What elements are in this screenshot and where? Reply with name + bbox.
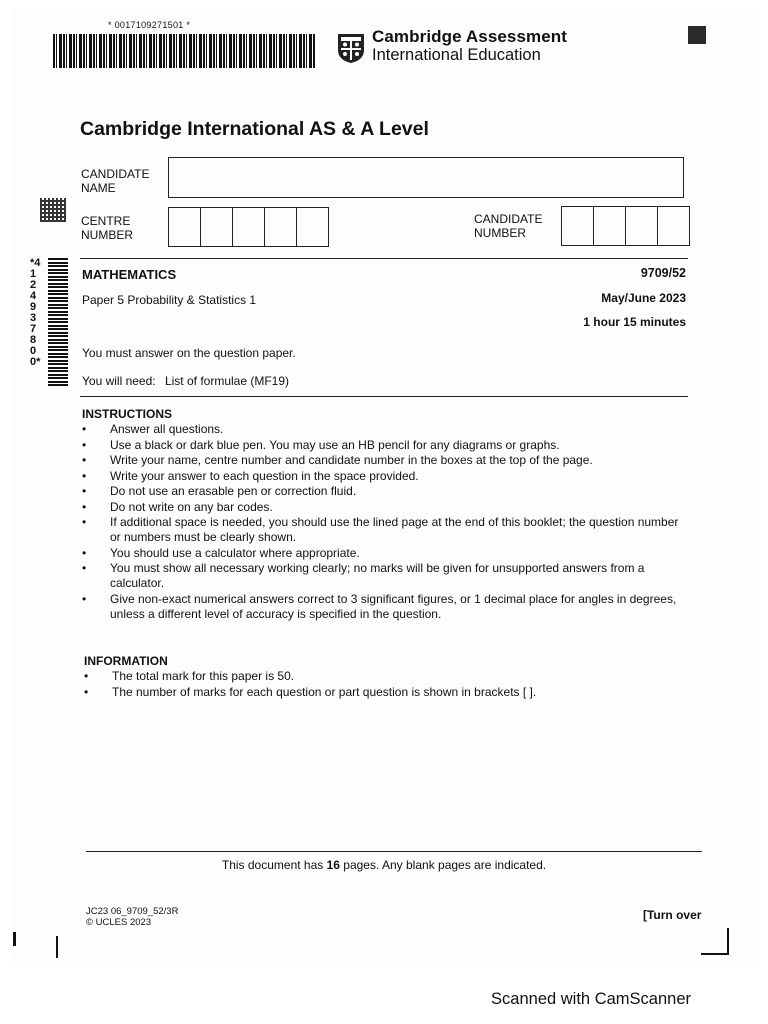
syllabus-code: 9709/52 <box>640 266 686 280</box>
qr-code <box>40 198 66 222</box>
instructions-list <box>80 422 684 622</box>
required-materials <box>82 374 295 388</box>
list-item: • Write your name, centre number and candidate number in the boxes at the top of the page. <box>80 453 684 468</box>
list-item: • You must show all necessary working clearly; no marks will be given for unsupported answers from a calculator. <box>80 561 684 591</box>
page-count-pre: This document has <box>221 858 327 872</box>
digit-box[interactable] <box>201 208 233 246</box>
org-name-line2: International Education <box>372 46 541 64</box>
list-item: • You should use a calculator where appropriate. <box>80 546 684 561</box>
list-item: • Use a black or dark blue pen. You may use an HB pencil for any diagrams or graphs. <box>80 438 684 453</box>
footer-divider <box>86 851 702 852</box>
digit-box[interactable] <box>594 207 626 245</box>
list-item: • Do not write on any bar codes. <box>80 500 684 515</box>
list-item: • Write your answer to each question in the space provided. <box>80 469 684 484</box>
digit-box[interactable] <box>169 208 201 246</box>
scanner-watermark: Scanned with CamScanner <box>491 990 691 1008</box>
candidate-name-box[interactable] <box>168 157 684 198</box>
top-barcode <box>53 34 315 68</box>
required-materials-label: You will need: <box>82 374 156 388</box>
list-item: • Do not use an erasable pen or correction fluid. <box>80 484 684 499</box>
side-barcode-code: *4124937800* <box>30 257 41 368</box>
page-count: 16 <box>326 858 340 872</box>
org-name-line1: Cambridge Assessment <box>372 27 568 46</box>
qualification-title: Cambridge International AS & A Level <box>80 118 429 140</box>
barcode-serial: * 0017109271501 * <box>108 20 191 30</box>
information-list <box>82 669 686 700</box>
divider <box>80 258 688 259</box>
instructions-heading: INSTRUCTIONS <box>82 407 172 421</box>
document-reference <box>86 906 178 928</box>
required-materials-value: List of formulae (MF19) <box>164 374 290 388</box>
reference-code: JC23 06_9709_52/3R <box>86 906 179 917</box>
candidate-number-label: CANDIDATE NUMBER <box>474 212 543 240</box>
list-item: • Answer all questions. <box>80 422 684 437</box>
digit-box[interactable] <box>658 207 689 245</box>
paper-title: Paper 5 Probability & Statistics 1 <box>82 293 257 307</box>
copyright: © UCLES 2023 <box>86 917 152 928</box>
exam-session: May/June 2023 <box>601 291 686 305</box>
crop-mark <box>13 932 16 946</box>
list-item: • If additional space is needed, you should use the lined page at the end of this booklet; the question number or numbers must be clearly shown. <box>80 515 684 545</box>
digit-box[interactable] <box>233 208 265 246</box>
subject: MATHEMATICS <box>82 267 177 282</box>
crop-mark <box>56 936 58 958</box>
candidate-name-label: CANDIDATE NAME <box>81 167 150 195</box>
cambridge-crest-logo <box>336 32 366 64</box>
side-barcode <box>48 258 68 386</box>
list-item: • The number of marks for each question or part question is shown in brackets [ ]. <box>82 685 686 700</box>
crop-mark <box>727 928 729 954</box>
centre-number-label: CENTRE NUMBER <box>81 214 134 242</box>
page-count-post: pages. Any blank pages are indicated. <box>339 858 547 872</box>
turn-over-note: [Turn over <box>643 908 702 922</box>
information-heading: INFORMATION <box>84 654 168 668</box>
digit-box[interactable] <box>562 207 594 245</box>
crop-mark <box>701 953 729 955</box>
list-item: • The total mark for this paper is 50. <box>82 669 686 684</box>
digit-box[interactable] <box>297 208 328 246</box>
page-count-note <box>0 858 768 872</box>
divider <box>80 396 688 397</box>
centre-number-boxes[interactable] <box>168 207 329 247</box>
answer-instruction: You must answer on the question paper. <box>82 346 296 360</box>
candidate-number-boxes[interactable] <box>561 206 690 246</box>
registration-mark <box>688 26 706 44</box>
list-item: • Give non-exact numerical answers correct to 3 significant figures, or 1 decimal place for angles in degrees, unless a different level of accuracy is specified in the question. <box>80 592 684 622</box>
digit-box[interactable] <box>265 208 297 246</box>
digit-box[interactable] <box>626 207 658 245</box>
exam-duration: 1 hour 15 minutes <box>583 315 686 329</box>
